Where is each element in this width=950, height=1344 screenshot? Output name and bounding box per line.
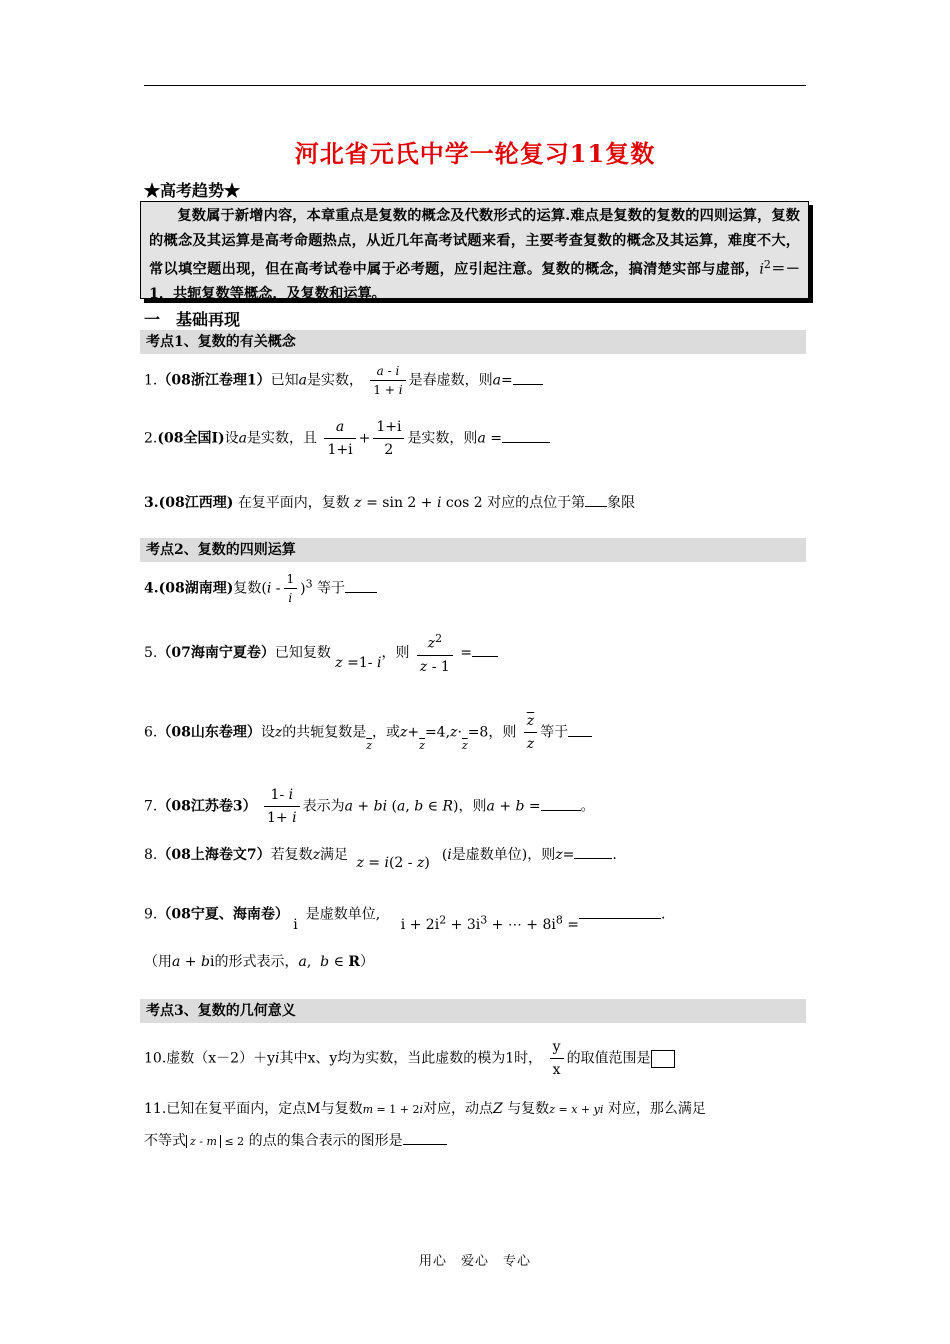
header-rule: [144, 85, 806, 86]
question-4: 4.(08湖南理)复数(i - $\frac{1}{i}$ )$^3$ 等于: [144, 570, 377, 607]
question-6: 6.（08山东卷理）设z的共轭复数是$_{\overline{z}}$，或$z+_{\overline{z}}=4,z\cdot_{\overline{z}}=8$，则 $\frac{\overline{z}}{z}$ 等于: [144, 710, 592, 755]
page-footer: 用心 爱心 专心: [418, 1254, 531, 1269]
fraction: $\frac{\overline{z}}{z}$: [524, 710, 537, 755]
fraction: $\frac{z^2}{z - 1}$: [417, 628, 453, 678]
kaodian-3-band: 考点3、复数的几何意义: [140, 999, 806, 1023]
question-2: 2.(08全国Ⅰ)设a是实数，且 $\frac{a}{1+i}$ + $\frac{1+i}{2}$ 是实数，则a =: [144, 416, 550, 461]
fraction: $\frac{a}{1+i}$: [324, 416, 355, 461]
trend-body: 复数属于新增内容，本章重点是复数的概念及代数形式的运算.难点是复数的复数的四则运算，复数的概念及其运算是高考命题热点，从近几年高考试题来看，主要考查复数的概念及其运算，难度不大，常以填空题出现，但在高考试卷中属于必考题，应引起注意。复数的概念，搞清楚实部与虚部，: [149, 208, 800, 278]
question-11-line1: 11.已知在复平面内，定点M与复数m = 1 + 2i对应，动点Z 与复数z = x + yi 对应，那么满足: [144, 1101, 706, 1117]
question-11-line2: 不等式 z - m ≤ 2 的点的集合表示的图形是: [144, 1130, 447, 1150]
fraction: $\frac{1+i}{2}$: [373, 416, 404, 461]
question-3: 3.(08江西理) 在复平面内，复数 z = sin 2 + i cos 2 对应的点位于第 象限: [144, 492, 635, 512]
answer-box[interactable]: [651, 1050, 675, 1068]
answer-blank[interactable]: [513, 370, 543, 385]
question-8: 8.（08上海卷文7）若复数z满足 z = i(2 - z) (i是虚数单位)，则z= .: [144, 844, 617, 864]
answer-blank[interactable]: [345, 578, 377, 593]
question-1: 1.（08浙江卷理1）已知a是实数， $\frac{a - i}{1 + i}$ 是春虚数，则a=: [144, 362, 543, 399]
page-title: 河北省元氏中学一轮复习11复数: [294, 139, 656, 168]
answer-blank[interactable]: [568, 722, 592, 737]
fraction: $\frac{a - i}{1 + i}$: [370, 362, 405, 399]
question-7: 7.（08江苏卷3） $\frac{1- i}{1+ i}$ 表示为a + bi (a, b ∈ R)，则a + b = 。: [144, 784, 595, 829]
kaodian-1-band: 考点1、复数的有关概念: [140, 330, 806, 354]
answer-blank[interactable]: [403, 1130, 447, 1145]
answer-blank[interactable]: [585, 492, 607, 507]
answer-blank[interactable]: [541, 796, 581, 811]
question-9-note: （用a + bi的形式表示，a, b ∈ R）: [144, 954, 375, 970]
fraction: $\frac{1}{i}$: [284, 570, 298, 607]
answer-blank[interactable]: [579, 904, 661, 919]
fraction: $\frac{y}{x}$: [550, 1036, 564, 1081]
answer-blank[interactable]: [472, 642, 498, 657]
trend-heading: ★高考趋势★: [144, 181, 241, 200]
question-5: 5.（07海南宁夏卷）已知复数 z =1- i，则 $\frac{z^2}{z - 1}$ =: [144, 628, 498, 678]
question-9: 9.（08宁夏、海南卷） i是虚数单位, $i + 2i^2 + 3i^3$ + ⋯ + $8i^8$ =.: [144, 903, 666, 924]
kaodian-2-band: 考点2、复数的四则运算: [140, 538, 806, 562]
question-10: 10.虚数（x－2）＋yi其中x、y均为实数，当此虚数的模为1时， $\frac{y}{x}$ 的取值范围是: [144, 1036, 675, 1081]
answer-blank[interactable]: [574, 844, 612, 859]
answer-blank[interactable]: [502, 428, 550, 443]
section-title: 一 基础再现: [144, 310, 241, 329]
trend-body-tail: ＝－1，共轭复数等概念，及复数和运算。: [149, 261, 800, 303]
fraction: $\frac{1- i}{1+ i}$: [264, 784, 300, 829]
trend-box: 复数属于新增内容，本章重点是复数的概念及代数形式的运算.难点是复数的复数的四则运算，复数的概念及其运算是高考命题热点，从近几年高考试题来看，主要考查复数的概念及其运算，难度不大，常以填空题出现，但在高考试卷中属于必考题，应引起注意。复数的概念，搞清楚实部与虚部，$i^2=-1$，共轭复数等概念，及复数和运算。: [140, 201, 809, 299]
